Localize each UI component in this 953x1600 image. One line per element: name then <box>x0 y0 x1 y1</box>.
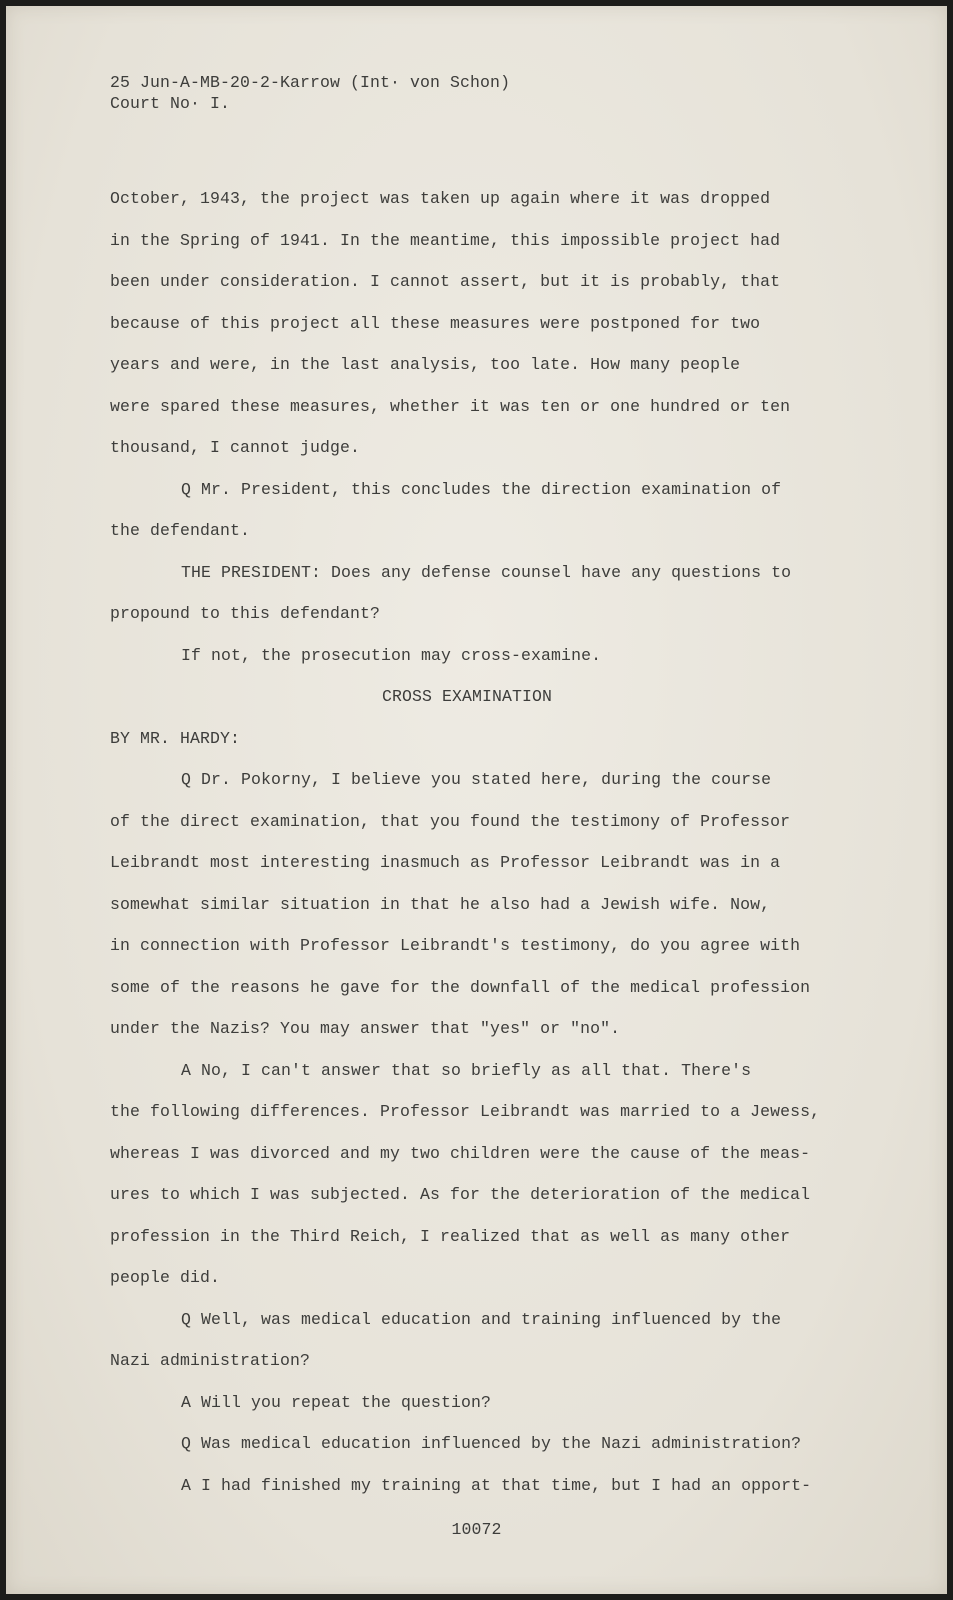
text-line: ures to which I was subjected. As for the deterioration of the medical <box>110 1185 811 1204</box>
text-line: Leibrandt most interesting inasmuch as Professor Leibrandt was in a <box>110 853 781 872</box>
text-line: thousand, I cannot judge. <box>110 438 361 457</box>
text-line: somewhat similar situation in that he also had a Jewish wife. Now, <box>110 894 771 914</box>
text-line: in connection with Professor Leibrandt's testimony, do you agree with <box>110 936 801 955</box>
text-line: whereas I was divorced and my two children were the cause of the meas- <box>110 1143 811 1163</box>
question-line: Q Dr. Pokorny, I believe you stated here, during the course <box>181 770 772 789</box>
text-line: the following differences. Professor Leibrandt was married to a Jewess, <box>110 1102 821 1121</box>
text-line: profession in the Third Reich, I realized that as well as many other <box>110 1226 791 1246</box>
examiner-line: BY MR. HARDY: <box>110 728 241 748</box>
answer-line: A Will you repeat the question? <box>181 1392 492 1412</box>
text-line: in the Spring of 1941. In the meantime, this impossible project had <box>110 230 781 250</box>
question-line: Q Was medical education influenced by the Nazi administration? <box>181 1434 802 1453</box>
text-line: If not, the prosecution may cross-examine. <box>181 645 602 665</box>
text-line: because of this project all these measures were postponed for two <box>110 313 761 333</box>
text-line: people did. <box>110 1268 221 1287</box>
text-line: Nazi administration? <box>110 1351 311 1370</box>
page-header <box>110 72 510 114</box>
question-line: Q Well, was medical education and training influenced by the <box>181 1309 782 1329</box>
text-line: under the Nazis? You may answer that "yes" or "no". <box>110 1019 621 1038</box>
transcript-page <box>6 6 947 1594</box>
answer-line: A No, I can't answer that so briefly as all that. There's <box>181 1060 752 1080</box>
text-line: were spared these measures, whether it was ten or one hundred or ten <box>110 396 791 416</box>
text-line: years and were, in the last analysis, too late. How many people <box>110 355 741 374</box>
text-line: been under consideration. I cannot assert, but it is probably, that <box>110 272 781 291</box>
court-number: Court No∙ I. <box>110 94 231 113</box>
text-line: October, 1943, the project was taken up again where it was dropped <box>110 189 771 208</box>
text-line: the defendant. <box>110 521 251 540</box>
text-line: propound to this defendant? <box>110 604 381 623</box>
text-line: some of the reasons he gave for the downfall of the medical profession <box>110 977 811 997</box>
president-line: THE PRESIDENT: Does any defense counsel have any questions to <box>181 562 792 582</box>
page-number: 10072 <box>451 1520 502 1539</box>
session-reference: 25 Jun-A-MB-20-2-Karrow (Int∙ von Schon) <box>110 73 511 92</box>
transcript-body <box>110 178 890 1506</box>
section-heading: CROSS EXAMINATION <box>381 687 553 706</box>
text-line: of the direct examination, that you found the testimony of Professor <box>110 811 791 831</box>
answer-line: A I had finished my training at that time, but I had an opport- <box>181 1475 812 1495</box>
question-line: Q Mr. President, this concludes the direction examination of <box>181 479 782 499</box>
